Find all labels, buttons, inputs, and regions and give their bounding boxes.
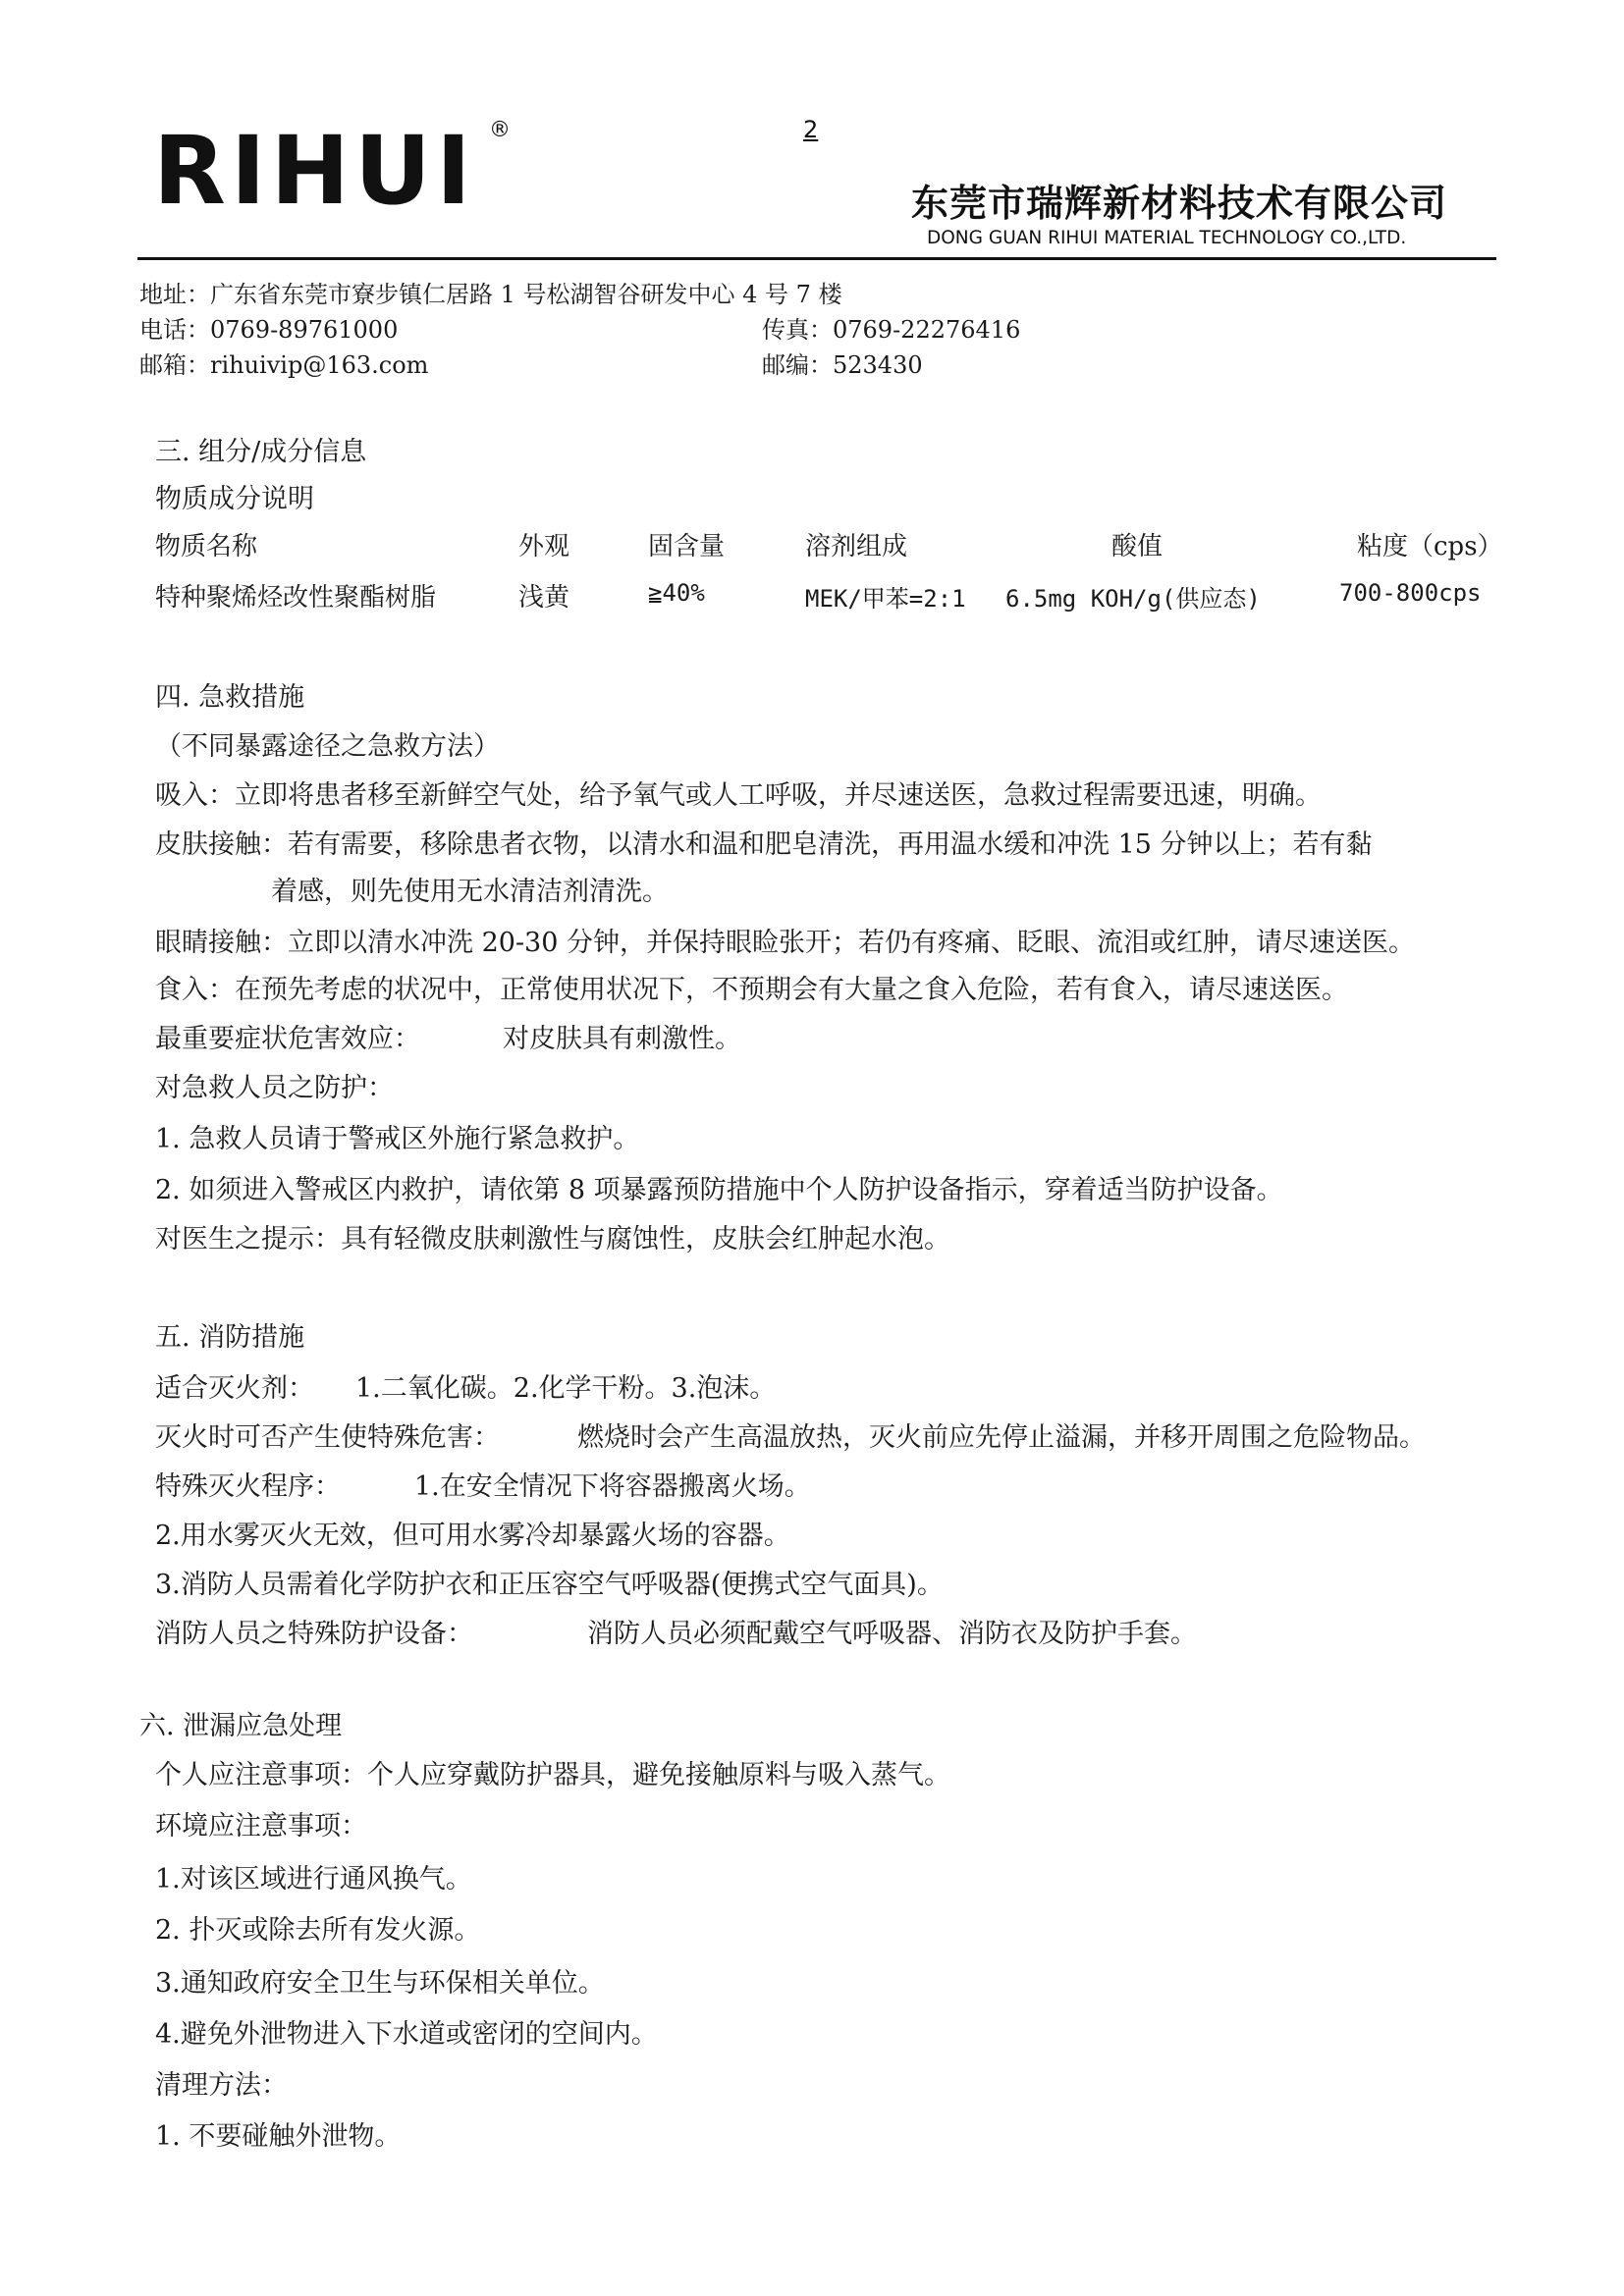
paragraph-line: 1. 急救人员请于警戒区外施行紧急救护。	[155, 1124, 640, 1154]
table-cell: 浅黄	[518, 583, 570, 613]
page-number: 2	[803, 116, 819, 143]
section4-title: 四. 急救措施	[155, 682, 305, 713]
paragraph-line: 眼睛接触：立即以清水冲洗 20-30 分钟，并保持眼睑张开；若仍有疼痛、眨眼、流泪或红肿，请尽速送医。	[155, 928, 1415, 958]
paragraph-line: 环境应注意事项：	[155, 1811, 367, 1842]
paragraph-line: 适合灭火剂：	[155, 1373, 314, 1404]
paragraph-line: 吸入：立即将患者移至新鲜空气处，给予氧气或人工呼吸，并尽速送医，急救过程需要迅速，明确。	[155, 780, 1322, 811]
company-name-en: DONG GUAN RIHUI MATERIAL TECHNOLOGY CO.,LTD.	[927, 228, 1407, 248]
table-cell: 特种聚烯烃改性聚酯树脂	[155, 583, 437, 613]
paragraph-line: 对皮肤具有刺激性。	[503, 1024, 741, 1054]
paragraph-line: 皮肤接触：若有需要，移除患者衣物，以清水和温和肥皂清洗，再用温水缓和冲洗 15 分钟以上；若有黏	[155, 829, 1373, 860]
paragraph-line: 特殊灭火程序：	[155, 1471, 341, 1502]
table-cell: ≧40%	[648, 579, 705, 607]
paragraph-line: 3.消防人员需着化学防护衣和正压容空气呼吸器(便携式空气面具)。	[155, 1570, 944, 1600]
table-header: 外观	[518, 532, 570, 561]
company-name-cn: 东莞市瑞辉新材料技术有限公司	[911, 182, 1448, 225]
paragraph-line: 个人应注意事项：个人应穿戴防护器具，避免接触原料与吸入蒸气。	[155, 1760, 950, 1790]
address-line: 地址：广东省东莞市寮步镇仁居路 1 号松湖智谷研发中心 4 号 7 楼	[139, 281, 842, 308]
paragraph-line: 2.用水雾灭火无效，但可用水雾冷却暴露火场的容器。	[155, 1521, 790, 1551]
paragraph-line: （不同暴露途径之急救方法）	[155, 731, 500, 762]
table-header: 粘度（cps）	[1357, 532, 1503, 561]
section3-title: 三. 组分/成分信息	[155, 437, 367, 467]
table-cell: 700-800cps	[1339, 579, 1482, 607]
table-header: 物质名称	[155, 532, 258, 561]
paragraph-line: 灭火时可否产生使特殊危害：	[155, 1422, 500, 1453]
paragraph-line: 最重要症状危害效应：	[155, 1024, 420, 1054]
table-cell: 6.5mg KOH/g(供应态)	[1005, 585, 1261, 613]
paragraph-line: 食入：在预先考虑的状况中，正常使用状况下，不预期会有大量之食入危险，若有食入，请尽速送医。	[155, 975, 1348, 1005]
fax-line: 传真：0769-22276416	[762, 316, 1021, 344]
paragraph-line: 2. 如须进入警戒区内救护，请依第 8 项暴露预防措施中个人防护设备指示，穿着适当防护设备。	[155, 1175, 1283, 1205]
paragraph-line: 对急救人员之防护：	[155, 1073, 394, 1103]
postcode-line: 邮编：523430	[762, 351, 923, 379]
paragraph-line: 4.避免外泄物进入下水道或密闭的空间内。	[155, 2019, 658, 2050]
paragraph-line: 1.在安全情况下将容器搬离火场。	[414, 1471, 811, 1502]
registered-mark: ®	[489, 118, 511, 142]
paragraph-line: 清理方法：	[155, 2070, 288, 2101]
section5-title: 五. 消防措施	[155, 1322, 305, 1353]
header-divider	[137, 257, 1496, 260]
paragraph-line: 着感，则先使用无水清洁剂清洗。	[271, 877, 669, 907]
table-header: 酸值	[1111, 532, 1164, 561]
paragraph-line: 消防人员之特殊防护设备：	[155, 1619, 473, 1649]
email-line: 邮箱：rihuivip@163.com	[139, 351, 429, 379]
section6-title: 六. 泄漏应急处理	[139, 1711, 343, 1741]
company-logo: RIHUI	[153, 116, 476, 226]
paragraph-line: 1. 不要碰触外泄物。	[155, 2121, 402, 2152]
paragraph-line: 燃烧时会产生高温放热，灭火前应先停止溢漏，并移开周围之危险物品。	[577, 1422, 1426, 1453]
section3-subtitle: 物质成分说明	[155, 484, 314, 514]
paragraph-line: 消防人员必须配戴空气呼吸器、消防衣及防护手套。	[587, 1619, 1197, 1649]
phone-line: 电话：0769-89761000	[139, 316, 399, 344]
paragraph-line: 1.二氧化碳。2.化学干粉。3.泡沫。	[355, 1373, 777, 1404]
paragraph-line: 3.通知政府安全卫生与环保相关单位。	[155, 1968, 605, 1999]
table-header: 固含量	[648, 532, 726, 561]
table-cell: MEK/甲苯=2:1	[805, 585, 966, 613]
paragraph-line: 2. 扑灭或除去所有发火源。	[155, 1915, 481, 1946]
table-header: 溶剂组成	[805, 532, 908, 561]
paragraph-line: 1.对该区域进行通风换气。	[155, 1864, 472, 1895]
paragraph-line: 对医生之提示：具有轻微皮肤刺激性与腐蚀性，皮肤会红肿起水泡。	[155, 1224, 950, 1255]
